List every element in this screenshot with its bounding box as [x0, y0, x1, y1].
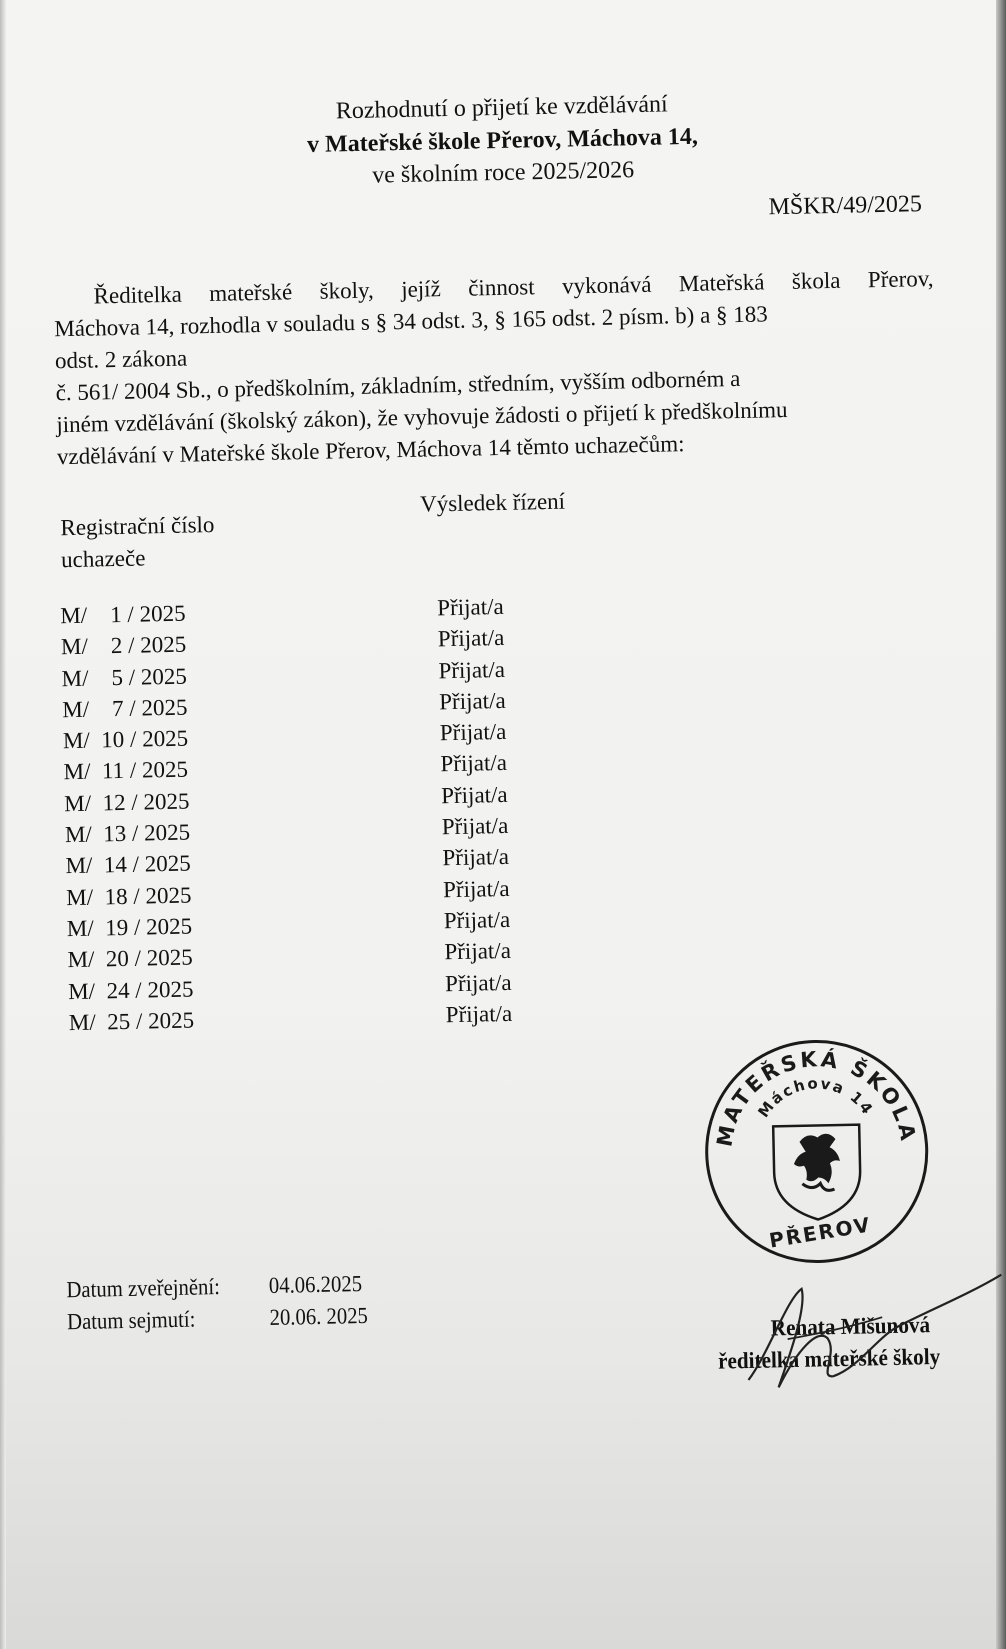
registration-number: M/ 24 / 2025 — [67, 976, 194, 1004]
school-stamp — [699, 1031, 934, 1266]
result: Přijat/a — [438, 687, 506, 715]
registration-number: M/ 10 / 2025 — [62, 725, 189, 754]
result: Přijat/a — [440, 750, 508, 777]
applicant-table — [60, 589, 669, 1040]
registration-number: M/ 7 / 2025 — [62, 694, 188, 723]
result: Přijat/a — [442, 875, 510, 902]
registration-number: M/ 25 / 2025 — [68, 1007, 195, 1036]
stamp-top-text: MATEŘSKÁ ŠKOLA — [712, 1047, 921, 1149]
removed-date-value: 20.06. 2025 — [269, 1302, 369, 1331]
title-line-2: v Mateřské škole Přerov, Máchova 14, — [306, 123, 699, 158]
body-line-4: č. 561/ 2004 Sb., o předškolním, základním, středním, vyšším odborném a — [55, 365, 741, 406]
column-header-registration-line-2: uchazeče — [60, 545, 146, 573]
title-line-3: ve školním roce 2025/2026 — [371, 157, 635, 189]
column-header-registration-line-1: Registrační číslo — [60, 511, 215, 541]
registration-number: M/ 19 / 2025 — [66, 913, 193, 942]
published-date-value: 04.06.2025 — [268, 1271, 363, 1299]
result: Přijat/a — [444, 938, 512, 965]
signatory-role: ředitelka mateřské školy — [717, 1343, 941, 1374]
result: Přijat/a — [441, 812, 509, 840]
result: Přijat/a — [442, 844, 510, 871]
registration-number: M/ 20 / 2025 — [67, 944, 194, 973]
result: Přijat/a — [439, 719, 507, 746]
column-header-result: Výsledek řízení — [419, 488, 566, 517]
registration-number: M/ 18 / 2025 — [65, 882, 192, 910]
result: Přijat/a — [436, 593, 504, 621]
registration-number: M/ 12 / 2025 — [63, 788, 190, 816]
column-header-registration — [60, 509, 215, 576]
result: Přijat/a — [438, 656, 506, 683]
body-line-1: Ředitelka mateřské školy, jejíž činnost vykonává Mateřská škola Přerov, — [93, 265, 934, 309]
result: Přijat/a — [444, 969, 512, 996]
result: Přijat/a — [443, 906, 511, 934]
title-line-1: Rozhodnutí o přijetí ke vzdělávání — [335, 91, 668, 125]
registration-number: M/ 1 / 2025 — [60, 600, 186, 629]
registration-number: M/ 5 / 2025 — [61, 663, 188, 691]
body-line-3: odst. 2 zákona — [54, 345, 188, 374]
published-date-label: Datum zveřejnění: — [66, 1274, 221, 1303]
body-line-2: Máchova 14, rozhodla v souladu s § 34 odst. 3, § 165 odst. 2 písm. b) a § 183 — [54, 301, 769, 342]
registration-number: M/ 13 / 2025 — [64, 819, 191, 848]
heraldic-eagle-shield-icon — [773, 1125, 861, 1221]
result: Přijat/a — [445, 1000, 513, 1028]
reference-number: MŠKR/49/2025 — [768, 191, 923, 221]
handwritten-signature — [706, 1255, 1006, 1411]
body-line-6: vzdělávání v Mateřské škole Přerov, Máchova 14 těmto uchazečům: — [56, 431, 685, 470]
registration-number: M/ 14 / 2025 — [65, 850, 192, 879]
result: Přijat/a — [437, 625, 505, 652]
stamp-bottom-text: PŘEROV — [767, 1212, 874, 1253]
registration-number: M/ 2 / 2025 — [60, 631, 187, 660]
date-block — [66, 1268, 368, 1338]
removed-date-label: Datum sejmutí: — [66, 1306, 196, 1335]
signatory-name: Renata Mišunová — [770, 1312, 931, 1341]
stamp-inner-text: Máchova 14 — [754, 1074, 878, 1121]
registration-number: M/ 11 / 2025 — [63, 757, 189, 785]
result: Přijat/a — [440, 781, 508, 809]
body-line-5: jiném vzdělávání (školský zákon), že vyhovuje žádosti o přijetí k předškolnímu — [56, 396, 788, 438]
